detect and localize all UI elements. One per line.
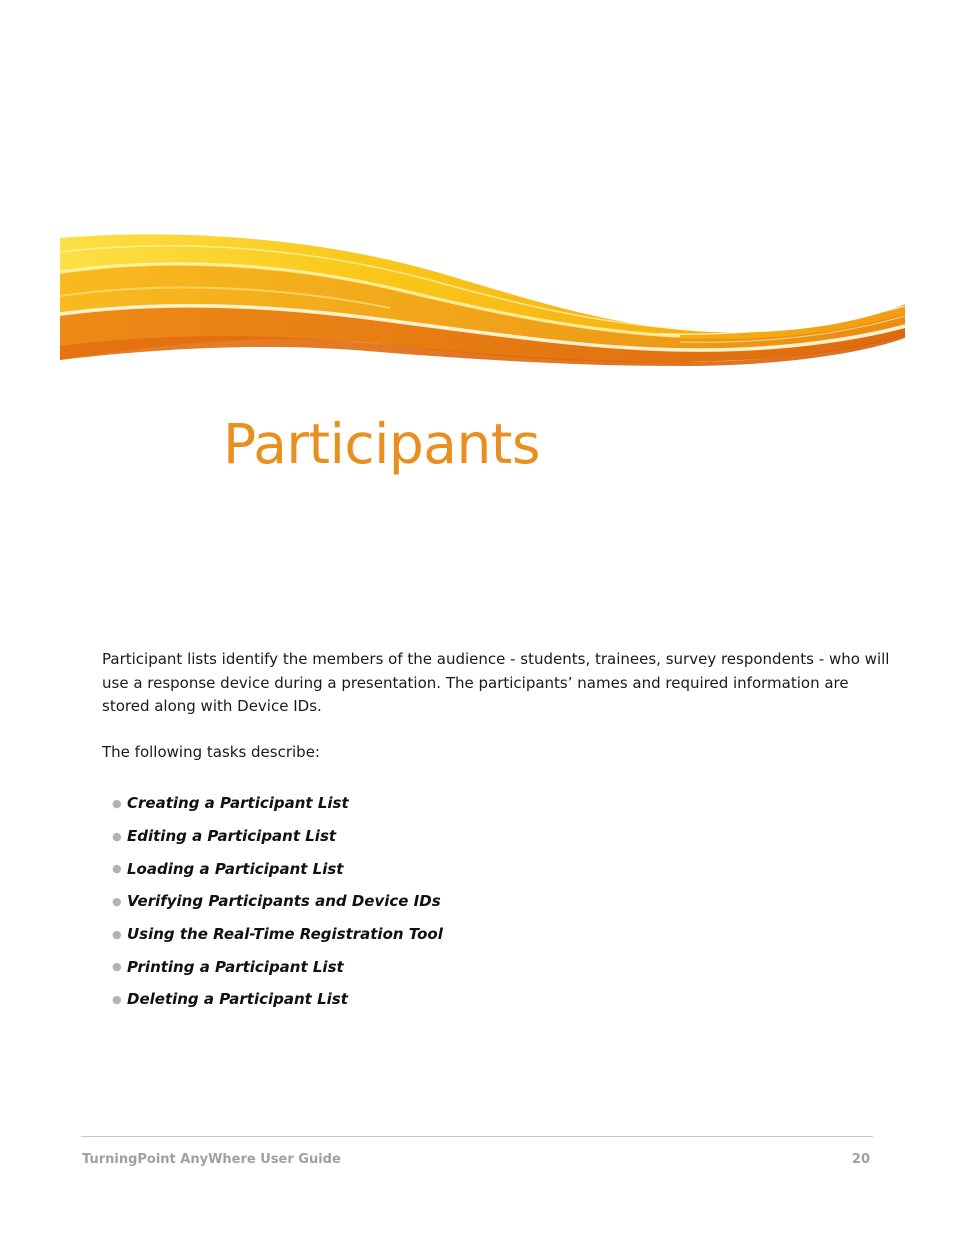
task-link-loading[interactable]: Loading a Participant List — [127, 859, 344, 878]
bullet-icon: ● — [112, 927, 122, 941]
bullet-icon: ● — [112, 796, 122, 810]
bullet-icon: ● — [112, 992, 122, 1006]
task-item — [112, 918, 443, 951]
task-link-deleting[interactable]: Deleting a Participant List — [127, 990, 348, 1009]
footer-page-number: 20 — [851, 1152, 870, 1167]
footer-divider — [81, 1136, 873, 1137]
task-list-lead: The following tasks describe: — [102, 743, 320, 761]
task-item — [112, 820, 443, 853]
task-link-creating[interactable]: Creating a Participant List — [127, 794, 349, 813]
footer-guide-title: TurningPoint AnyWhere User Guide — [82, 1152, 341, 1167]
task-item — [112, 950, 443, 983]
task-link-registration-tool[interactable]: Using the Real-Time Registration Tool — [127, 925, 443, 944]
chapter-title: Participants — [223, 412, 541, 476]
bullet-icon: ● — [112, 960, 122, 974]
bullet-icon: ● — [112, 829, 122, 843]
bullet-icon: ● — [112, 862, 122, 876]
task-link-editing[interactable]: Editing a Participant List — [127, 827, 337, 846]
bullet-icon: ● — [112, 894, 122, 908]
task-list — [112, 787, 443, 1016]
task-item — [112, 787, 443, 820]
task-item — [112, 983, 443, 1016]
task-link-printing[interactable]: Printing a Participant List — [127, 957, 344, 976]
decorative-swoosh-banner — [60, 228, 905, 368]
task-link-verifying[interactable]: Verifying Participants and Device IDs — [127, 892, 441, 911]
intro-paragraph: Participant lists identify the members of the audience - students, trainees, survey respondents - who will use a response device during a presentation. The participants’ names and required information are stored along with Device IDs. — [102, 650, 890, 715]
task-item — [112, 885, 443, 918]
task-item — [112, 852, 443, 885]
